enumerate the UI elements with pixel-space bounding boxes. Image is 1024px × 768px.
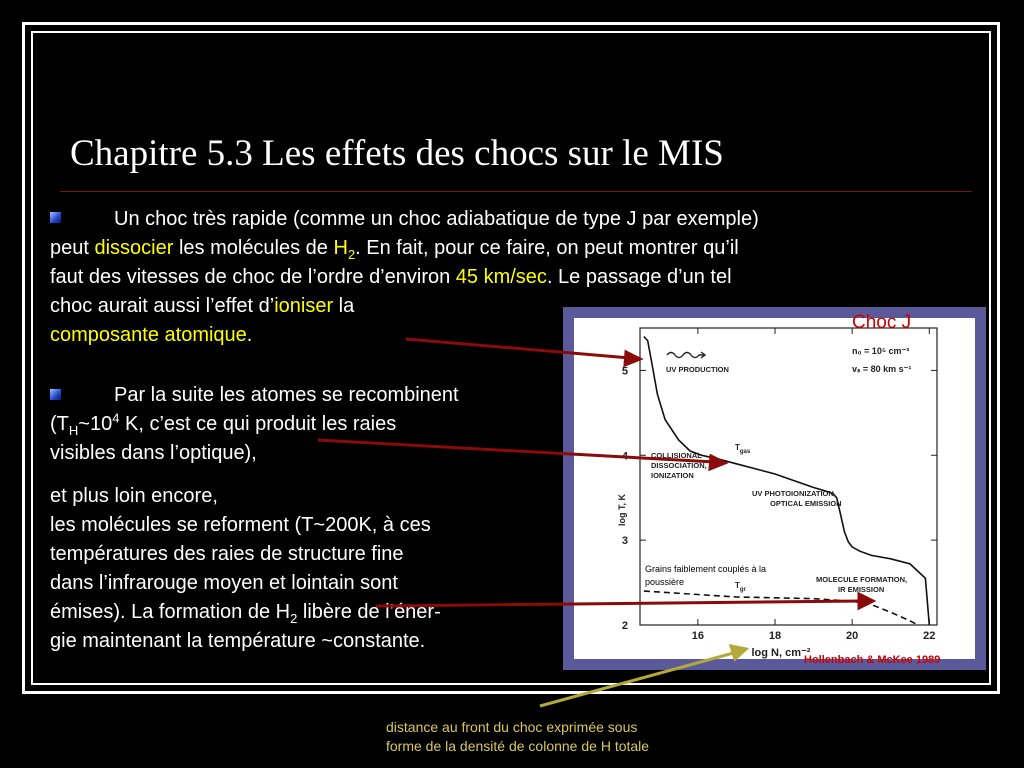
label-uv-photoionization: UV PHOTOIONIZATION, bbox=[752, 489, 836, 498]
keyword-dissocier: dissocier bbox=[94, 237, 174, 259]
para1-line4: choc aurait aussi l’effet d’ioniser la bbox=[50, 295, 355, 317]
slide-title: Chapitre 5.3 Les effets des chocs sur le MIS bbox=[70, 133, 724, 174]
label-tgas: $T_{gas}$ bbox=[735, 443, 751, 455]
arrow-molecules-head bbox=[859, 594, 873, 608]
x-tick-label-16: 16 bbox=[691, 630, 704, 642]
label-collisional: COLLISIONAL bbox=[651, 451, 702, 460]
chart-xlabel: log N, cm⁻² bbox=[751, 647, 811, 659]
label-optical-emission: OPTICAL EMISSION bbox=[770, 499, 842, 508]
y-tick-label-5: 5 bbox=[621, 365, 628, 378]
caption-line1: distance au front du choc exprimée sous bbox=[386, 719, 638, 735]
y-tick-label-3: 3 bbox=[621, 535, 628, 548]
para2-line2: ($T_H\sim 10^4$ K, c’est ce qui produit les raies bbox=[50, 410, 397, 438]
x-tick-label-22: 22 bbox=[923, 630, 936, 642]
para1-line3: faut des vitesses de choc de l’ordre d’environ 45 km/sec. Le passage d’un tel bbox=[50, 266, 732, 288]
arrow-caption bbox=[540, 652, 737, 706]
para1-line2: peut dissocier les molécules de $H_2$. En fait, pour ce faire, on peut montrer qu’il bbox=[50, 237, 739, 262]
keyword-ioniser: ioniser bbox=[274, 295, 334, 317]
chart-ticks bbox=[622, 328, 937, 642]
para3-line3: températures des raies de structure fine bbox=[50, 543, 404, 565]
x-tick-label-18: 18 bbox=[768, 630, 782, 642]
arrow-choc-j-head bbox=[625, 352, 640, 365]
grains-note-line2: poussière bbox=[645, 577, 685, 587]
label-tgr: $T_{gr}$ bbox=[735, 581, 746, 593]
label-dissociation: DISSOCIATION, bbox=[651, 461, 707, 470]
arrow-caption-head bbox=[731, 646, 746, 659]
x-tick-label-20: 20 bbox=[846, 630, 859, 642]
uv-wave-icon bbox=[667, 352, 705, 358]
grains-note-line1: Grains faiblement couplés à la bbox=[645, 564, 767, 574]
para2-line1: Par la suite les atomes se recombinent bbox=[114, 384, 459, 406]
series-line-t-gr bbox=[644, 591, 918, 625]
params-line2: vₛ = 80 km s⁻¹ bbox=[852, 364, 912, 374]
para3-line1: et plus loin encore, bbox=[50, 485, 218, 507]
para2-line3: visibles dans l’optique), bbox=[50, 442, 257, 464]
params-line1: n₀ = 10⁵ cm⁻³ bbox=[852, 346, 910, 356]
chart-ylabel: log T, K bbox=[617, 494, 627, 526]
keyword-speed: 45 km/sec bbox=[455, 266, 547, 288]
label-ir-emission: IR EMISSION bbox=[838, 585, 885, 594]
para3-line4: dans l’infrarouge moyen et lointain sont bbox=[50, 572, 398, 594]
para3-line5: émises). La formation de $H_2$ libère de l’éner- bbox=[50, 601, 441, 626]
figure-credit: Hollenbach & McKee 1989 bbox=[804, 654, 941, 666]
keyword-h2: $H_2$ bbox=[333, 237, 356, 262]
figure-caption bbox=[386, 718, 649, 756]
label-uv-production: UV PRODUCTION bbox=[666, 365, 729, 374]
para3-line2: les molécules se reforment (T~200K, à ces bbox=[50, 514, 431, 536]
para1-line1: Un choc très rapide (comme un choc adiabatique de type J par exemple) bbox=[114, 208, 759, 230]
para3-line6: gie maintenant la température ~constante. bbox=[50, 630, 426, 652]
arrow-choc-j bbox=[406, 339, 630, 358]
choc-j-label: Choc J bbox=[852, 312, 912, 333]
label-molecule-formation: MOLECULE FORMATION, bbox=[816, 575, 908, 584]
y-tick-label-2: 2 bbox=[621, 620, 628, 632]
para1-line5: composante atomique. bbox=[50, 324, 253, 346]
arrow-recombination-head bbox=[710, 456, 725, 469]
arrow-molecules bbox=[376, 601, 862, 606]
label-ionization: IONIZATION bbox=[651, 471, 694, 480]
caption-line2: forme de la densité de colonne de H totale bbox=[386, 738, 650, 754]
keyword-composante: composante atomique bbox=[50, 324, 247, 346]
